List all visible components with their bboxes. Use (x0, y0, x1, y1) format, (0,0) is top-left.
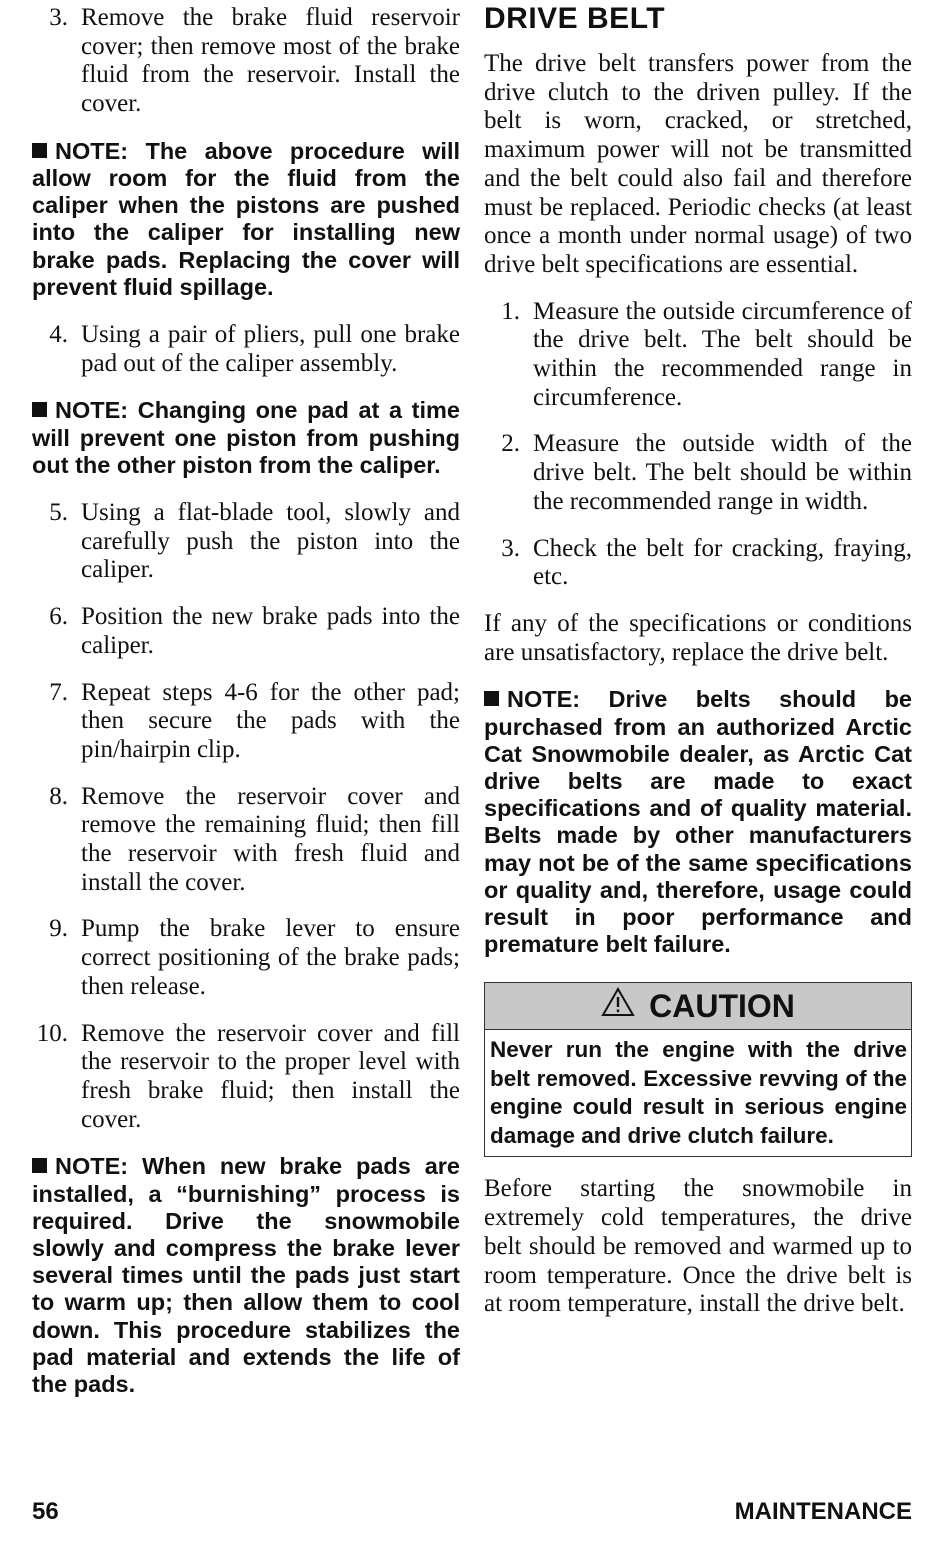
caution-title: CAUTION (649, 987, 795, 1024)
brake-step-4: 4. Using a pair of pliers, pull one brake pad out of the caliper assembly. (49, 321, 460, 377)
brake-step-5: 5. Using a flat-blade tool, slowly and carefully push the piston into the caliper. (49, 499, 460, 584)
caution-text: Never run the engine with the drive belt removed. Excessive revving of the engine could result in serious engine damage and drive clutch failure. (490, 1037, 907, 1148)
page-footer (32, 1498, 912, 1526)
note-square-icon (32, 143, 47, 158)
note-one-pad: NOTE: Changing one pad at a time will prevent one piston from pushing out the other piston from the caliper. (32, 397, 460, 478)
drive-belt-intro: The drive belt transfers power from the drive clutch to the driven pulley. If the belt is worn, cracked, or stretched, maximum power will not be transmitted and the belt could also fail and therefore must be replaced. Periodic checks (at least once a month under normal usage) of two drive belt specifications are essential. (484, 50, 912, 278)
section-name: MAINTENANCE (734, 1498, 912, 1525)
caution-box (484, 982, 912, 1157)
section-heading: DRIVE BELT (484, 2, 666, 35)
note-square-icon (32, 402, 47, 417)
page-number: 56 (32, 1498, 59, 1525)
brake-step-10: 10. Remove the reservoir cover and fill the reservoir to the proper level with fresh brake fluid; then install the cover. (36, 1019, 460, 1133)
cold-temperature-paragraph: Before starting the snowmobile in extremely cold temperatures, the drive belt should be removed and warmed up to room temperature. Once the drive belt is at room temperature, install the drive belt. (484, 1175, 912, 1318)
note-authorized-dealer: NOTE: Drive belts should be purchased from an authorized Arctic Cat Snowmobile dealer, as Arctic Cat drive belts are made to exact specifications and of quality material. Belts made by other manufacturers may not be of the same specifications or quality and, therefore, usage could result in poor performance and premature belt failure. (484, 686, 912, 958)
brake-step-7: 7. Repeat steps 4-6 for the other pad; then secure the pads with the pin/hairpin clip. (49, 678, 460, 763)
brake-step-3: 3. Remove the brake fluid reservoir cover; then remove most of the brake fluid from the reservoir. Install the cover. (49, 4, 460, 118)
right-column (484, 0, 912, 1319)
brake-step-6: 6. Position the new brake pads into the caliper. (49, 603, 460, 659)
note-square-icon (484, 691, 499, 706)
belt-step-1: 1. Measure the outside circumference of the drive belt. The belt should be within the recommended range in circumference. (501, 297, 912, 411)
note-square-icon (32, 1158, 47, 1173)
note-fluid-room: NOTE: The above procedure will allow room for the fluid from the caliper when the pistons are pushed into the caliper for installing new brake pads. Replacing the cover will prevent fluid spillage. (32, 137, 460, 300)
brake-step-8: 8. Remove the reservoir cover and remove the remaining fluid; then fill the reservoir with fresh fluid and install the cover. (49, 782, 460, 896)
replace-paragraph: If any of the specifications or conditions are unsatisfactory, replace the drive belt. (484, 609, 912, 666)
warning-triangle-icon (601, 987, 635, 1025)
belt-step-2: 2. Measure the outside width of the drive belt. The belt should be within the recommended range in width. (501, 430, 912, 515)
belt-step-3: 3. Check the belt for cracking, fraying, etc. (501, 534, 912, 591)
caution-header (485, 983, 911, 1030)
left-column (32, 0, 460, 1398)
note-burnishing: NOTE: When new brake pads are installed, a “burnishing” process is required. Drive the snowmobile slowly and compress the brake lever several times until the pads just start to warm up; then allow them to cool down. This procedure stabilizes the pad material and extends the life of the pads. (32, 1153, 460, 1398)
brake-step-9: 9. Pump the brake lever to ensure correct positioning of the brake pads; then release. (49, 915, 460, 1000)
